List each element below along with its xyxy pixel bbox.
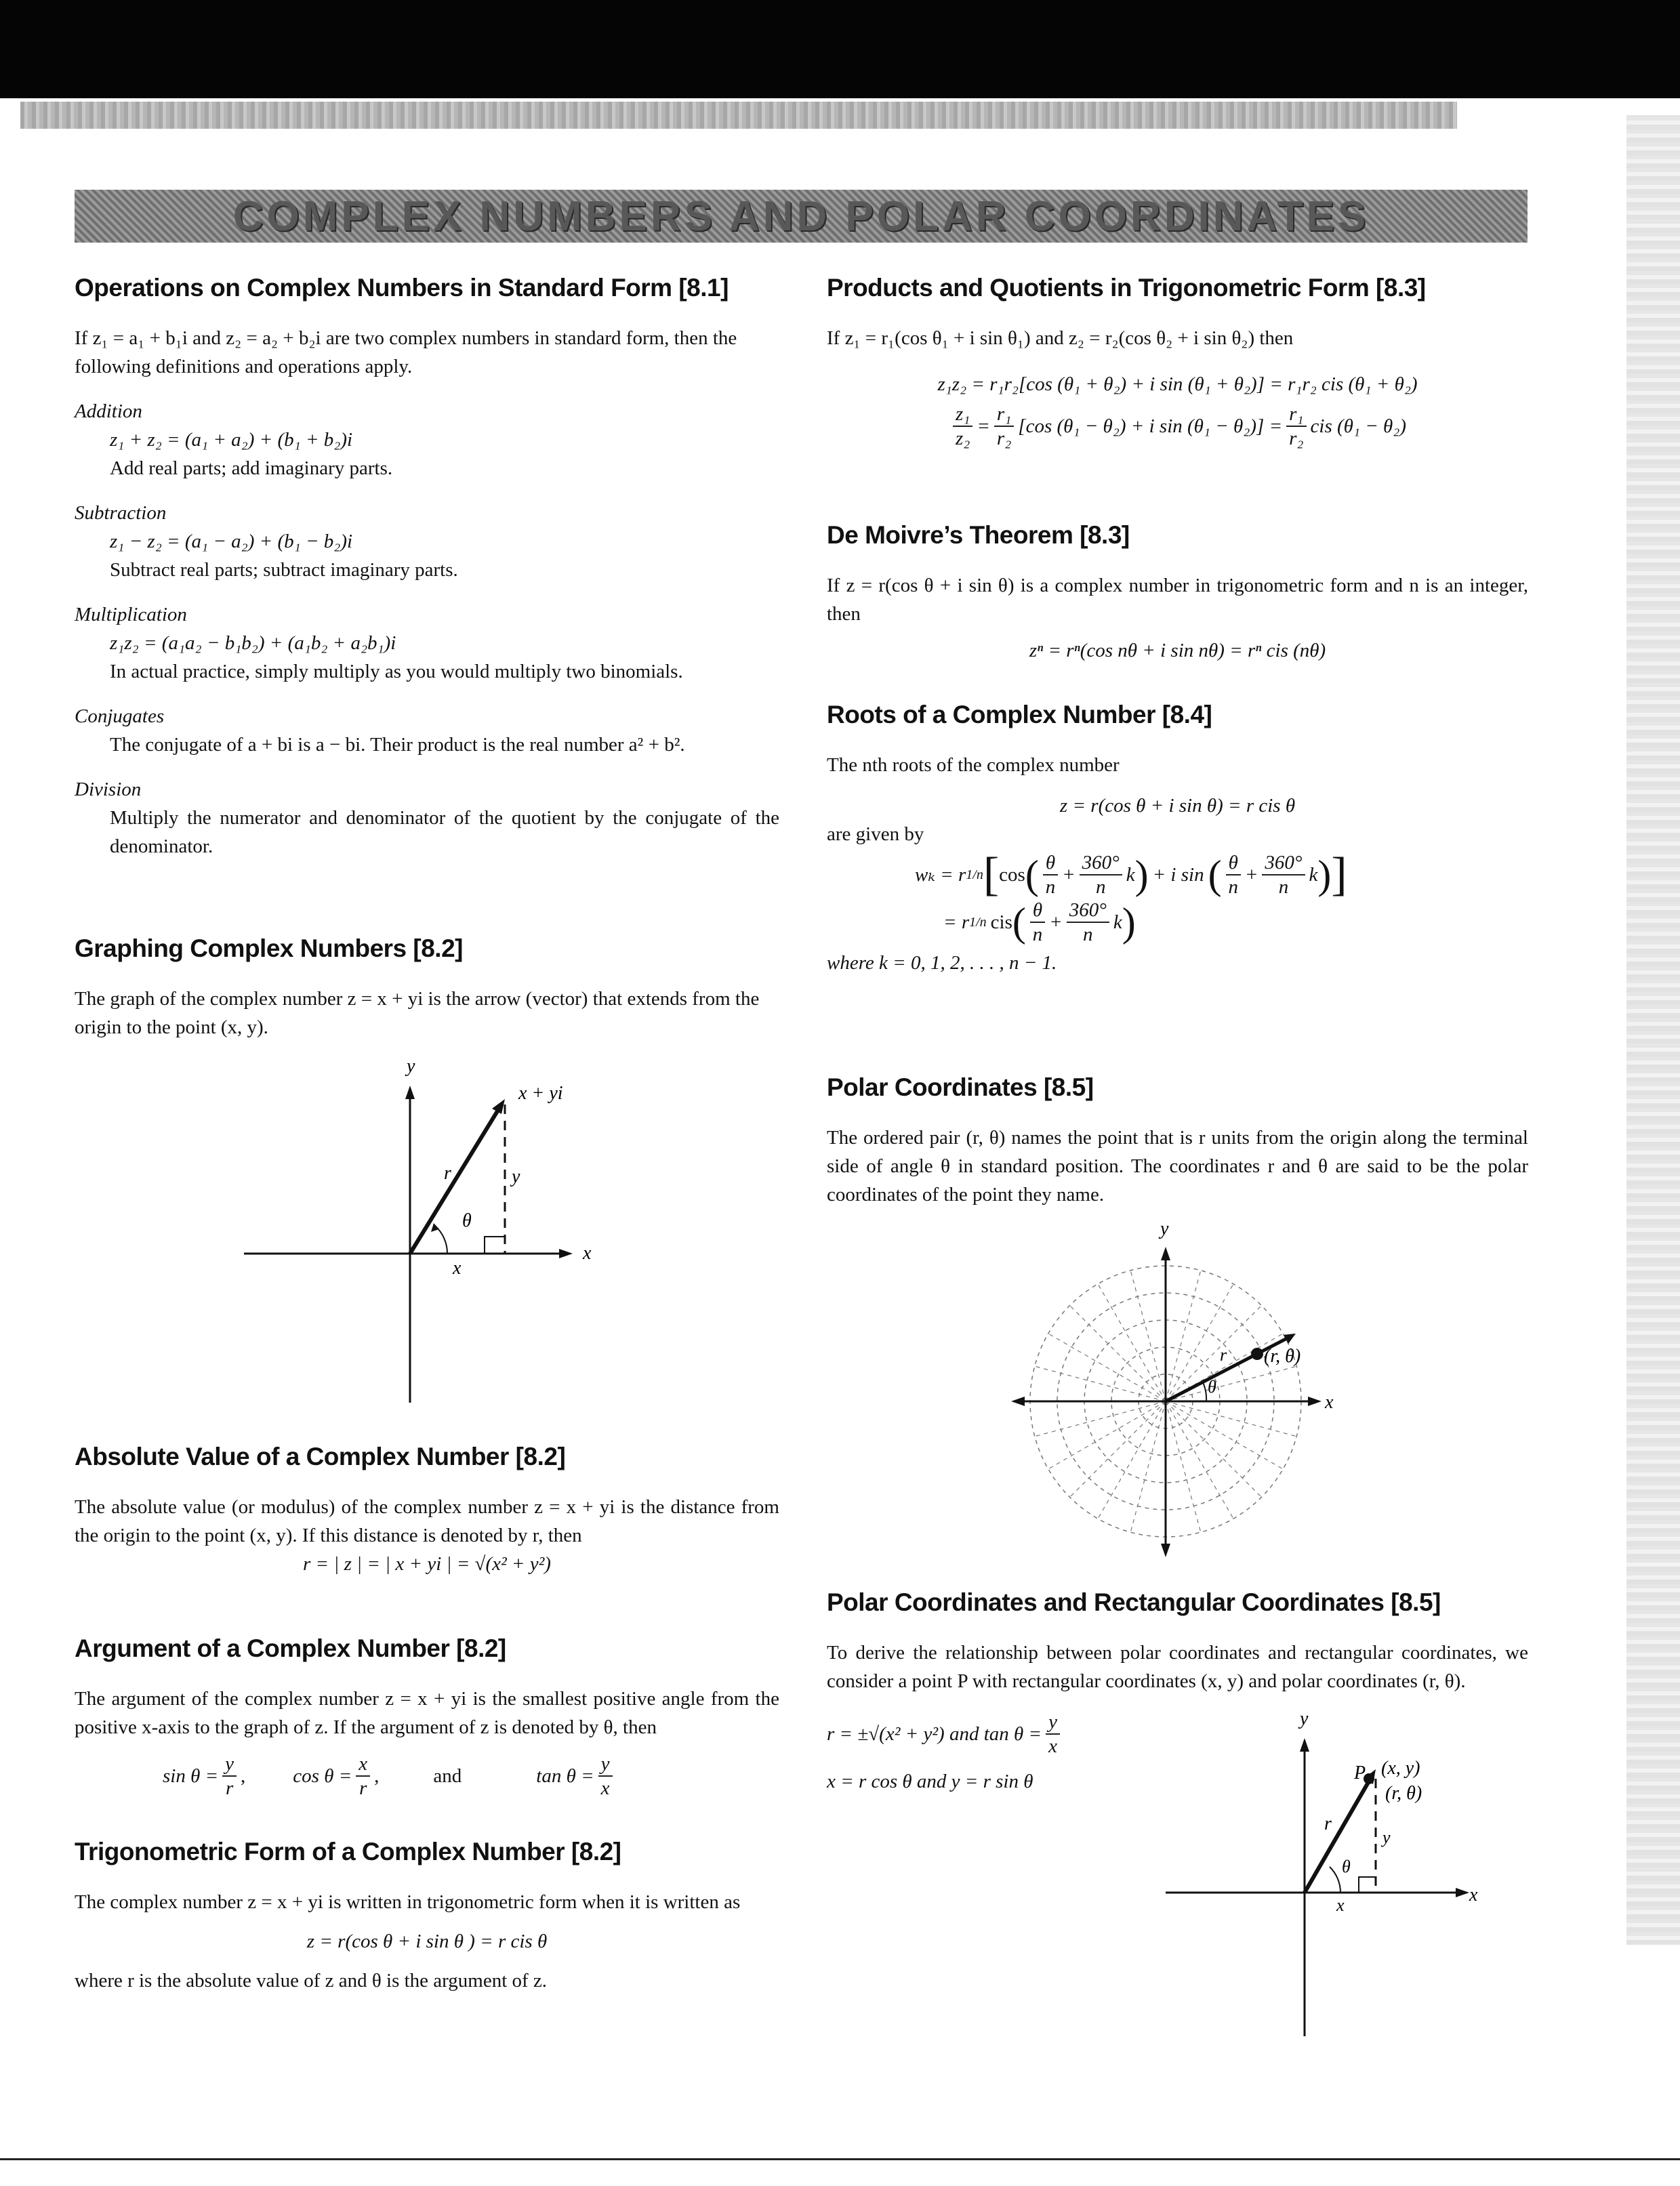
q-z2: z₂ (955, 428, 970, 449)
absolute-section (75, 1440, 779, 1578)
polar-grid-ray (1130, 1271, 1166, 1401)
y-leg-label: y (512, 1166, 520, 1187)
wk-bracket-open: [ (983, 848, 1000, 901)
page-banner (75, 190, 1528, 243)
polar-y-arrow-down (1161, 1544, 1170, 1557)
polar-grid-ray (1166, 1401, 1283, 1469)
cis-exp: 1/n (969, 915, 987, 930)
wk-plus-2: + (1244, 864, 1258, 886)
polar-grid-ray (1166, 1401, 1296, 1437)
subtraction-note: Subtract real parts; subtract imaginary parts. (110, 559, 458, 581)
graphing-section (75, 932, 779, 1042)
polar-y-arrow (1161, 1247, 1170, 1260)
polar-grid-ray (1166, 1401, 1233, 1519)
heading-roots: Roots of a Complex Number [8.4] (827, 701, 1212, 728)
products-intro: If z₁ = r₁(cos θ₁ + i sin θ₁) and z₂ = r₂(cos θ₂ + i sin θ₂) then (827, 327, 1294, 349)
r-formula-text: r = ±√(x² + y²) and tan θ = (827, 1723, 1042, 1745)
trig-form-text: The complex number z = x + yi is written in trigonometric form when it is written as (75, 1891, 741, 1913)
addition-note: Add real parts; add imaginary parts. (110, 457, 393, 479)
cis-plus: + (1049, 911, 1063, 933)
absolute-text: The absolute value (or modulus) of the complex number z = x + yi is the distance from the origin to the point (x, y). If this distance is denoted by r, then (75, 1496, 779, 1546)
polar-grid-ray (1048, 1401, 1166, 1469)
and-word: and (433, 1765, 462, 1787)
pr-r-label: r (1324, 1813, 1332, 1834)
absolute-formula: r = | z | = | x + yi | = √(x² + y²) (303, 1553, 551, 1575)
polar-grid-ray (1166, 1271, 1201, 1401)
polar-grid-ray (1070, 1306, 1166, 1401)
cos-num: x (356, 1752, 370, 1777)
wk-deg: 360° (1080, 851, 1122, 875)
polar-r-label: r (1220, 1345, 1227, 1365)
angle-arc (435, 1226, 447, 1254)
polar-grid-diagram (1003, 1220, 1355, 1559)
cis-word: cis (990, 911, 1012, 933)
quotient-formula (827, 403, 1528, 450)
polar-grid-ray (1098, 1401, 1166, 1519)
heading-demoivre: De Moivre’s Theorem [8.3] (827, 521, 1130, 549)
sin-lhs: sin θ = (163, 1765, 219, 1787)
cis-deg-n: n (1083, 924, 1093, 945)
polar-grid-ray (1166, 1366, 1296, 1401)
polar-grid-ray (1070, 1401, 1166, 1497)
cis-theta-frac (1030, 899, 1045, 946)
multiplication-formula: z₁z₂ = (a₁a₂ − b₁b₂) + (a₁b₂ + a₂b₁)i (110, 632, 396, 654)
quotient-r-fraction (994, 403, 1014, 450)
polar-grid-ray (1166, 1401, 1261, 1497)
q-mid: [cos (θ₁ − θ₂) + i sin (θ₁ − θ₂)] = (1018, 415, 1283, 437)
products-section (827, 271, 1528, 450)
sin-num: y (222, 1752, 237, 1777)
roots-z-formula: z = r(cos θ + i sin θ) = r cis θ (1059, 795, 1296, 817)
division-text: Multiply the numerator and denominator of the quotient by the conjugate of the denominator. (110, 807, 779, 857)
product-formula: z₁z₂ = r₁r₂[cos (θ₁ + θ₂) + i sin (θ₁ + θ₂)] = r₁r₂ cis (θ₁ + θ₂) (937, 373, 1418, 395)
q-r1: r₁ (994, 403, 1014, 427)
wk-theta: θ (1043, 851, 1058, 875)
q-z1: z₁ (953, 403, 972, 427)
cis-paren-close: ) (1122, 900, 1136, 945)
angle-arrow (431, 1223, 439, 1232)
wk-theta-2: θ (1226, 851, 1241, 875)
wk-cis-formula (827, 899, 1528, 946)
multiplication-label: Multiplication (75, 604, 187, 625)
wk-cos: cos (999, 864, 1025, 886)
division-label: Division (75, 779, 142, 800)
pr-angle-arc (1330, 1867, 1340, 1893)
argument-formulas (75, 1752, 779, 1800)
pr-y-label: y (1300, 1708, 1309, 1729)
wk-paren-close-2: ) (1317, 852, 1332, 897)
wk-isin: + i sin (1152, 864, 1204, 886)
pr-vector (1305, 1775, 1372, 1893)
y-axis-arrow (405, 1086, 415, 1099)
polar-grid-ray (1048, 1334, 1166, 1401)
scan-top-border (0, 0, 1680, 98)
theta-label: θ (462, 1210, 472, 1231)
heading-graphing: Graphing Complex Numbers [8.2] (75, 934, 463, 962)
quotient-r-fraction-2 (1286, 403, 1306, 450)
page-bottom-rule (0, 2158, 1680, 2160)
polar-section (827, 1071, 1528, 1209)
polar-angle-arc (1203, 1382, 1206, 1401)
wk-theta-frac-2 (1226, 851, 1241, 899)
polar-point-label: (r, θ) (1264, 1346, 1301, 1367)
wk-k-2: k (1309, 864, 1318, 886)
pr-y-arrow (1300, 1738, 1309, 1752)
heading-trig-form: Trigonometric Form of a Complex Number [8.2] (75, 1838, 621, 1865)
tan-right-den: x (1048, 1735, 1057, 1757)
pr-theta-label: θ (1342, 1857, 1351, 1876)
polar-grid-ray (1035, 1401, 1166, 1437)
argument-section (75, 1632, 779, 1800)
wk-theta-frac (1043, 851, 1058, 899)
wk-plus: + (1062, 864, 1075, 886)
pr-right-angle (1359, 1877, 1376, 1893)
scan-noise-strip (20, 102, 1457, 129)
heading-polar-rect: Polar Coordinates and Rectangular Coordinates [8.5] (827, 1588, 1441, 1616)
heading-argument: Argument of a Complex Number [8.2] (75, 1634, 506, 1662)
wk-deg-frac (1080, 851, 1122, 899)
complex-plane-diagram (244, 1057, 623, 1409)
left-column (75, 271, 779, 861)
wk-paren-open-2: ( (1208, 852, 1222, 897)
sin-fraction (222, 1752, 237, 1800)
heading-operations: Operations on Complex Numbers in Standard Form [8.1] (75, 274, 729, 302)
polar-grid-ray (1130, 1401, 1166, 1532)
multiplication-note: In actual practice, simply multiply as you would multiply two binomials. (110, 661, 683, 682)
tan-right-num: y (1046, 1710, 1060, 1735)
q-end: cis (θ₁ − θ₂) (1310, 415, 1407, 437)
page-title: COMPLEX NUMBERS AND POLAR COORDINATES (232, 192, 1370, 240)
polar-y-label: y (1160, 1220, 1169, 1239)
demoivre-section (827, 518, 1528, 665)
wk-paren-open: ( (1025, 852, 1039, 897)
polar-rect-diagram (1166, 1704, 1491, 2043)
trig-form-note: where r is the absolute value of z and θ is the argument of z. (75, 1970, 548, 1992)
y-axis-label: y (407, 1057, 415, 1077)
wk-deg-2: 360° (1262, 851, 1305, 875)
wk-deg-n-2: n (1278, 876, 1289, 898)
tan-den: x (600, 1777, 610, 1799)
polar-x-arrow (1308, 1397, 1322, 1406)
argument-text: The argument of the complex number z = x + yi is the smallest positive angle from the positive x-axis to the graph of z. If the argument of z is denoted by θ, then (75, 1688, 779, 1738)
polar-grid-ray (1098, 1284, 1166, 1401)
pr-y-leg-label: y (1382, 1828, 1391, 1847)
wk-n: n (1045, 876, 1056, 898)
conjugates-label: Conjugates (75, 705, 165, 727)
demoivre-formula: zⁿ = rⁿ(cos nθ + i sin nθ) = rⁿ cis (nθ) (1029, 640, 1326, 661)
tan-frac-right (1046, 1710, 1060, 1758)
wk-deg-n: n (1095, 876, 1106, 898)
x-axis-arrow (559, 1249, 573, 1258)
vector-arrowhead (492, 1099, 505, 1114)
q-r2-b: r₂ (1289, 428, 1304, 449)
polar-grid-ray (1035, 1366, 1166, 1401)
wk-n-2: n (1228, 876, 1238, 898)
point-label: x + yi (518, 1083, 563, 1104)
pr-x-label: x (1469, 1884, 1478, 1905)
conjugates-text: The conjugate of a + bi is a − bi. Their product is the real number a² + b². (110, 734, 685, 756)
trig-form-formula: z = r(cos θ + i sin θ ) = r cis θ (306, 1931, 548, 1952)
sin-den: r (225, 1777, 234, 1799)
addition-label: Addition (75, 400, 142, 422)
pr-x-leg-label: x (1336, 1895, 1345, 1915)
cis-k: k (1113, 911, 1122, 933)
wk-bracket-close: ] (1331, 848, 1347, 901)
tan-lhs: tan θ = (536, 1765, 594, 1787)
cis-paren-open: ( (1012, 900, 1026, 945)
trig-form-section (75, 1835, 779, 1995)
scan-right-edge (1626, 115, 1680, 1945)
heading-products: Products and Quotients in Trigonometric Form [8.3] (827, 274, 1426, 302)
vector (410, 1105, 501, 1254)
polar-grid-ray (1166, 1401, 1201, 1532)
polar-theta-label: θ (1208, 1377, 1216, 1397)
polar-point (1251, 1348, 1263, 1360)
roots-given-by: are given by (827, 823, 924, 845)
subtraction-formula: z₁ − z₂ = (a₁ − a₂) + (b₁ − b₂)i (110, 531, 353, 552)
tan-num: y (598, 1752, 613, 1777)
pr-P-label: P (1354, 1762, 1366, 1783)
graphing-text: The graph of the complex number z = x + yi is the arrow (vector) that extends from the origin to the point (x, y). (75, 988, 760, 1038)
roots-section (827, 698, 1528, 977)
x-leg-label: x (453, 1258, 462, 1279)
wk-lhs: wₖ = r (915, 864, 966, 886)
r-label: r (444, 1163, 451, 1184)
addition-formula: z₁ + z₂ = (a₁ + a₂) + (b₁ + b₂)i (110, 429, 353, 451)
heading-polar: Polar Coordinates [8.5] (827, 1073, 1094, 1101)
pr-rt-label: (r, θ) (1385, 1783, 1422, 1804)
cis-lhs: = r (943, 911, 970, 933)
pr-x-arrow (1456, 1888, 1469, 1897)
cis-deg-frac (1067, 899, 1109, 946)
q-r1-b: r₁ (1286, 403, 1306, 427)
cos-comma: , (374, 1765, 380, 1787)
wk-k: k (1126, 864, 1135, 886)
right-angle-mark (485, 1237, 505, 1254)
q-eq: = (977, 415, 990, 437)
roots-where: where k = 0, 1, 2, . . . , n − 1. (827, 952, 1057, 974)
pr-xy-label: (x, y) (1381, 1758, 1420, 1779)
x-axis-label: x (583, 1243, 592, 1264)
cos-fraction (356, 1752, 370, 1800)
polar-text: The ordered pair (r, θ) names the point that is r units from the origin along the terminal side of angle θ in standard position. The coordinates r and θ are said to be the polar coordinates of the point they name. (827, 1127, 1528, 1205)
wk-paren-close: ) (1134, 852, 1149, 897)
polar-rect-xy-formula: x = r cos θ and y = r sin θ (827, 1771, 1033, 1792)
cis-deg: 360° (1067, 899, 1109, 923)
cos-den: r (359, 1777, 367, 1799)
ops-intro: If z₁ = a₁ + b₁i and z₂ = a₂ + b₂i are two complex numbers in standard form, then the following definitions and operations apply. (75, 327, 737, 377)
cos-lhs: cos θ = (293, 1765, 352, 1787)
sin-comma: , (241, 1765, 246, 1787)
wk-formula (827, 848, 1528, 901)
wk-deg-frac-2 (1262, 851, 1305, 899)
demoivre-text: If z = r(cos θ + i sin θ) is a complex number in trigonometric form and n is an integer, then (827, 575, 1528, 625)
cis-n: n (1032, 924, 1043, 945)
tan-fraction (598, 1752, 613, 1800)
roots-intro: The nth roots of the complex number (827, 754, 1120, 776)
cis-theta: θ (1030, 899, 1045, 923)
polar-x-label: x (1325, 1392, 1334, 1413)
q-r2: r₂ (996, 428, 1012, 449)
subtraction-label: Subtraction (75, 502, 167, 524)
heading-absolute: Absolute Value of a Complex Number [8.2] (75, 1443, 566, 1470)
quotient-z-fraction (953, 403, 972, 450)
polar-rect-text: To derive the relationship between polar coordinates and rectangular coordinates, we consider a point P with rectangular coordinates (x, y) and polar coordinates (r, θ). (827, 1642, 1528, 1692)
polar-x-arrow-left (1011, 1397, 1025, 1406)
wk-exp: 1/n (966, 867, 983, 882)
